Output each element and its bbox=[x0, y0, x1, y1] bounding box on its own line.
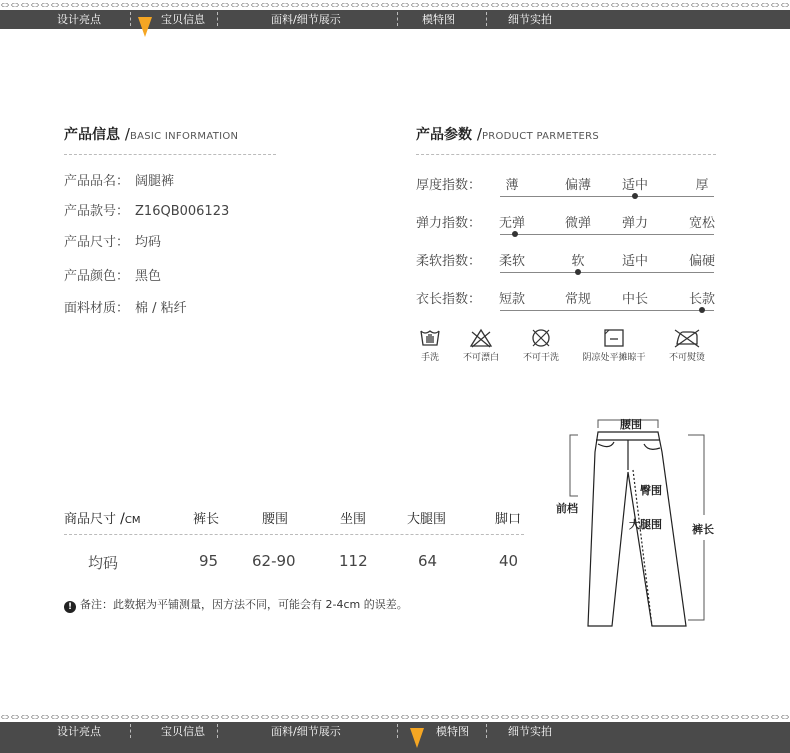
param-track-length bbox=[500, 310, 714, 311]
param-label-softness: 柔软指数： bbox=[416, 254, 482, 269]
param-label-thickness: 厚度指数： bbox=[416, 178, 482, 193]
param-label-elasticity: 弹力指数： bbox=[416, 216, 482, 231]
measurement-note: ! 备注：此数据为平铺测量，因方法不同，可能会有 2-4cm 的误差。 bbox=[64, 596, 408, 613]
size-header-waist: 腰围 bbox=[262, 512, 289, 527]
info-row-name: 产品品名： 阔腿裤 bbox=[64, 174, 175, 189]
size-value-hip: 112 bbox=[339, 552, 368, 570]
nav-separator bbox=[130, 724, 131, 738]
hand-wash-icon bbox=[419, 328, 441, 348]
diagram-label-thigh: 大腿围 bbox=[629, 518, 662, 531]
param-option-softness-3: 偏硬 bbox=[689, 254, 716, 269]
no-dry-clean-icon bbox=[530, 328, 552, 348]
size-value-thigh: 64 bbox=[418, 552, 438, 570]
shade-dry-flat-icon bbox=[603, 328, 625, 348]
param-track-thickness bbox=[500, 196, 714, 197]
info-row-sku: 产品款号： Z16QB006123 bbox=[64, 204, 230, 219]
size-value-waist: 62-90 bbox=[252, 552, 296, 570]
nav-item-info[interactable]: 宝贝信息 bbox=[161, 13, 205, 26]
nav-item-design[interactable]: 设计亮点 bbox=[57, 13, 101, 26]
diagram-label-hip: 臀围 bbox=[640, 484, 662, 497]
nav-separator bbox=[130, 12, 131, 26]
param-option-thickness-2: 适中 bbox=[622, 178, 649, 193]
size-header-length: 裤长 bbox=[193, 512, 220, 527]
info-row-color: 产品颜色： 黑色 bbox=[64, 269, 162, 284]
param-track-softness bbox=[500, 272, 714, 273]
params-heading: 产品参数 /PRODUCT PARMETERS bbox=[416, 125, 600, 143]
care-hand-wash: 手洗 bbox=[416, 328, 444, 363]
param-option-elasticity-0: 无弹 bbox=[499, 216, 526, 231]
care-no-iron: 不可熨烫 bbox=[664, 328, 710, 363]
diagram-label-rise: 前档 bbox=[556, 502, 578, 515]
param-marker-softness bbox=[575, 269, 581, 275]
size-table-divider bbox=[64, 534, 524, 535]
param-option-softness-2: 适中 bbox=[622, 254, 649, 269]
nav-separator bbox=[217, 12, 218, 26]
size-table-title: 商品尺寸 /CM bbox=[64, 511, 141, 527]
size-value-hem: 40 bbox=[499, 552, 519, 570]
param-option-thickness-0: 薄 bbox=[505, 178, 519, 193]
bottom-nav-item-info[interactable]: 宝贝信息 bbox=[161, 725, 205, 738]
param-option-length-3: 长款 bbox=[689, 292, 716, 307]
bottom-nav-item-detail[interactable]: 细节实拍 bbox=[508, 725, 552, 738]
param-option-thickness-3: 厚 bbox=[695, 178, 709, 193]
param-option-length-1: 常规 bbox=[565, 292, 592, 307]
nav-item-model[interactable]: 模特图 bbox=[422, 13, 455, 26]
info-heading: 产品信息 /BASIC INFORMATION bbox=[64, 125, 239, 143]
size-value-length: 95 bbox=[199, 552, 219, 570]
bottom-nav-item-fabric[interactable]: 面料/细节展示 bbox=[271, 725, 341, 738]
nav-item-detail[interactable]: 细节实拍 bbox=[508, 13, 552, 26]
nav-separator bbox=[217, 724, 218, 738]
param-option-elasticity-1: 微弹 bbox=[565, 216, 592, 231]
bottom-nav-item-model[interactable]: 模特图 bbox=[436, 725, 469, 738]
info-divider bbox=[64, 154, 276, 155]
nav-item-fabric[interactable]: 面料/细节展示 bbox=[271, 13, 341, 26]
param-option-softness-1: 软 bbox=[571, 254, 585, 269]
param-option-softness-0: 柔软 bbox=[499, 254, 526, 269]
param-label-length: 衣长指数： bbox=[416, 292, 482, 307]
top-nav bbox=[0, 0, 790, 22]
warning-icon: ! bbox=[64, 601, 76, 613]
size-row-label: 均码 bbox=[88, 554, 119, 572]
nav-separator bbox=[397, 724, 398, 738]
params-divider bbox=[416, 154, 716, 155]
bottom-nav-item-design[interactable]: 设计亮点 bbox=[57, 725, 101, 738]
param-track-elasticity bbox=[500, 234, 714, 235]
no-bleach-icon bbox=[469, 328, 493, 348]
info-row-size: 产品尺寸： 均码 bbox=[64, 235, 162, 250]
param-option-thickness-1: 偏薄 bbox=[565, 178, 592, 193]
param-option-elasticity-3: 宽松 bbox=[689, 216, 716, 231]
nav-separator bbox=[486, 724, 487, 738]
nav-separator bbox=[486, 12, 487, 26]
care-shade-dry: 阴凉处平摊晾干 bbox=[576, 328, 652, 363]
size-header-hem: 脚口 bbox=[495, 512, 522, 527]
param-marker-elasticity bbox=[512, 231, 518, 237]
active-nav-marker-icon bbox=[138, 17, 152, 37]
nav-separator bbox=[397, 12, 398, 26]
param-marker-length bbox=[699, 307, 705, 313]
param-option-length-0: 短款 bbox=[499, 292, 526, 307]
active-nav-marker-icon bbox=[410, 728, 424, 748]
size-header-hip: 坐围 bbox=[340, 512, 367, 527]
care-no-bleach: 不可漂白 bbox=[458, 328, 504, 363]
param-marker-thickness bbox=[632, 193, 638, 199]
diagram-label-length: 裤长 bbox=[692, 523, 714, 536]
no-iron-icon bbox=[673, 328, 701, 348]
size-header-thigh: 大腿围 bbox=[407, 512, 447, 527]
diagram-label-waist: 腰围 bbox=[620, 418, 642, 431]
bottom-nav bbox=[0, 712, 790, 753]
param-option-elasticity-2: 弹力 bbox=[622, 216, 649, 231]
param-option-length-2: 中长 bbox=[622, 292, 649, 307]
care-no-dry-clean: 不可干洗 bbox=[518, 328, 564, 363]
info-row-material: 面料材质： 棉 / 粘纤 bbox=[64, 301, 187, 316]
